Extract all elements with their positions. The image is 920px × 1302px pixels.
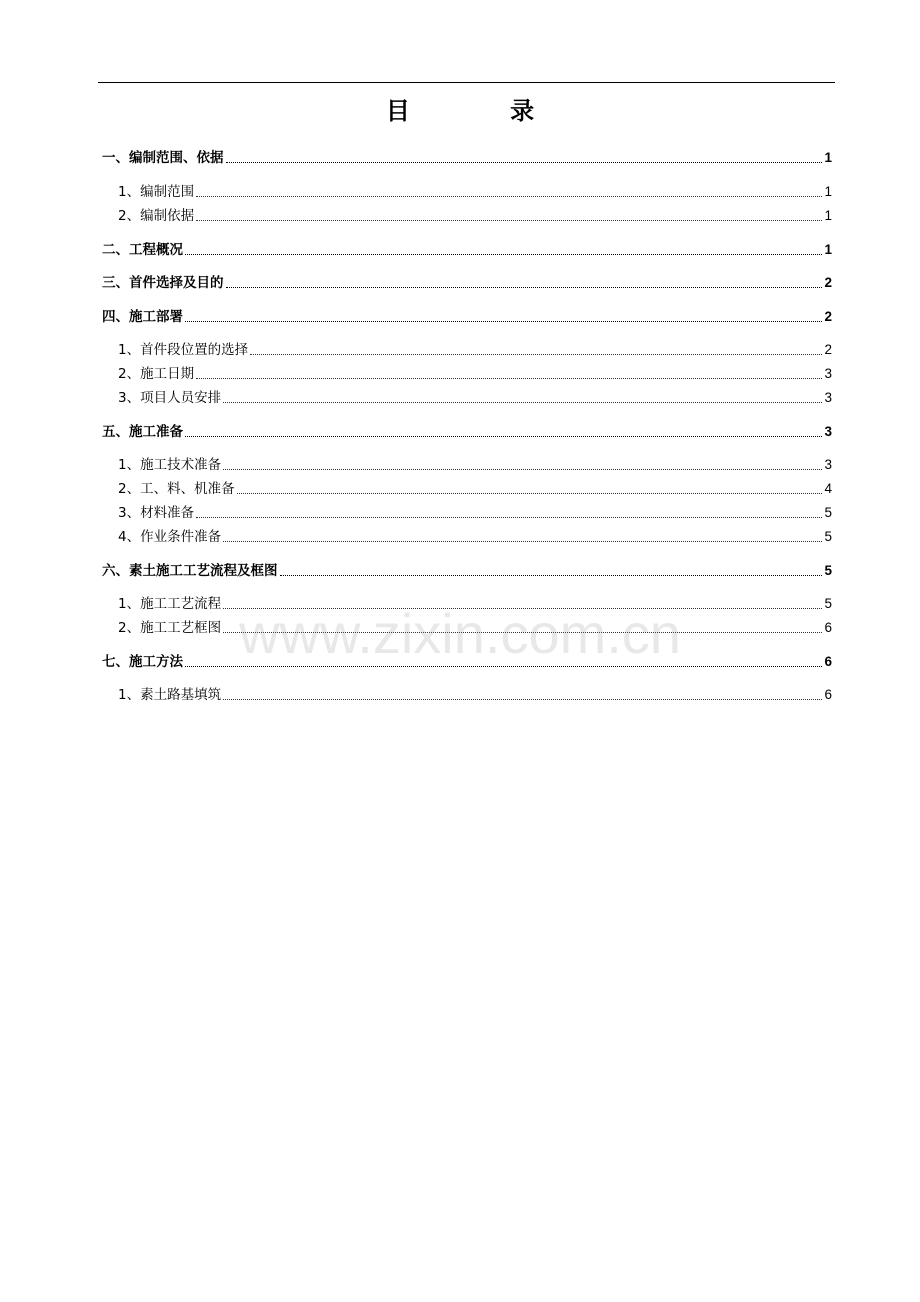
toc-dot-leader: [196, 378, 822, 379]
toc-entry[interactable]: [118, 686, 832, 704]
toc-entry[interactable]: [118, 480, 832, 498]
toc-entry-page: 5: [824, 529, 832, 544]
toc-dot-leader: [185, 254, 822, 255]
toc-entry-page: 5: [824, 505, 832, 520]
toc-dot-leader: [185, 436, 822, 437]
toc-entry-page: 2: [824, 309, 832, 324]
toc-dot-leader: [196, 196, 822, 197]
toc-entry[interactable]: [118, 528, 832, 546]
toc-dot-leader: [237, 493, 823, 494]
toc-dot-leader: [196, 220, 822, 221]
toc-dot-leader: [185, 321, 822, 322]
toc-entry-page: 1: [824, 208, 832, 223]
toc-entry[interactable]: [102, 241, 832, 259]
toc-entry-page: 5: [824, 563, 832, 578]
toc-entry[interactable]: [118, 595, 832, 613]
toc-entry-label: 五、施工准备: [102, 424, 183, 440]
toc-dot-leader: [223, 632, 822, 633]
toc-entry[interactable]: [102, 149, 832, 167]
toc-dot-leader: [185, 666, 822, 667]
toc-entry[interactable]: [102, 308, 832, 326]
toc-entry-page: 3: [824, 390, 832, 405]
toc-entry[interactable]: [118, 341, 832, 359]
toc-entry[interactable]: [102, 423, 832, 441]
toc-entry-page: 5: [824, 596, 832, 611]
toc-entry[interactable]: [118, 389, 832, 407]
watermark: www.zixin.com.cn: [239, 602, 681, 665]
toc-dot-leader: [223, 699, 822, 700]
toc-entry-label: 三、首件选择及目的: [102, 275, 224, 291]
toc-entry-label: 七、施工方法: [102, 654, 183, 670]
toc-entry-label: 1、编制范围: [118, 184, 195, 200]
toc-entry-page: 4: [824, 481, 832, 496]
toc-entry-label: 二、工程概况: [102, 242, 183, 258]
toc-dot-leader: [196, 517, 822, 518]
toc-entry-label: 1、施工技术准备: [118, 457, 222, 473]
toc-entry-page: 6: [824, 654, 832, 669]
toc-dot-leader: [280, 575, 823, 576]
toc-entry[interactable]: [118, 183, 832, 201]
toc-entry-label: 六、素土施工工艺流程及框图: [102, 563, 278, 579]
toc-entry-label: 四、施工部署: [102, 309, 183, 325]
toc-entry-page: 1: [824, 242, 832, 257]
toc-entry-label: 1、首件段位置的选择: [118, 342, 249, 358]
toc-entry-label: 2、施工工艺框图: [118, 620, 222, 636]
toc-entry-page: 1: [824, 184, 832, 199]
toc-entry-label: 2、编制依据: [118, 208, 195, 224]
toc-dot-leader: [223, 402, 822, 403]
page-title: 目 录: [385, 96, 581, 125]
toc-entry-page: 3: [824, 424, 832, 439]
toc-entry-label: 2、工、料、机准备: [118, 481, 235, 497]
toc-entry-page: 6: [824, 687, 832, 702]
toc-entry[interactable]: [102, 653, 832, 671]
toc-dot-leader: [226, 162, 823, 163]
toc-entry-page: 2: [824, 275, 832, 290]
toc-dot-leader: [223, 469, 822, 470]
toc-entry-label: 2、施工日期: [118, 366, 195, 382]
toc-dot-leader: [226, 287, 823, 288]
toc-dot-leader: [223, 541, 822, 542]
toc-entry[interactable]: [118, 504, 832, 522]
toc-entry[interactable]: [102, 274, 832, 292]
toc-entry-page: 3: [824, 366, 832, 381]
toc-entry-page: 6: [824, 620, 832, 635]
toc-entry-label: 1、素土路基填筑: [118, 687, 222, 703]
toc-entry-label: 一、编制范围、依据: [102, 150, 224, 166]
toc-entry-label: 1、施工工艺流程: [118, 596, 222, 612]
toc-entry-page: 2: [824, 342, 832, 357]
toc-dot-leader: [250, 354, 822, 355]
toc-entry-label: 3、项目人员安排: [118, 390, 222, 406]
toc-entry[interactable]: [118, 207, 832, 225]
toc-entry-page: 1: [824, 150, 832, 165]
toc-entry[interactable]: [118, 456, 832, 474]
toc-entry[interactable]: [118, 365, 832, 383]
toc-entry-label: 4、作业条件准备: [118, 529, 222, 545]
toc-entry[interactable]: [102, 562, 832, 580]
toc-dot-leader: [223, 608, 822, 609]
toc-entry[interactable]: [118, 619, 832, 637]
toc-entry-label: 3、材料准备: [118, 505, 195, 521]
toc-entry-page: 3: [824, 457, 832, 472]
